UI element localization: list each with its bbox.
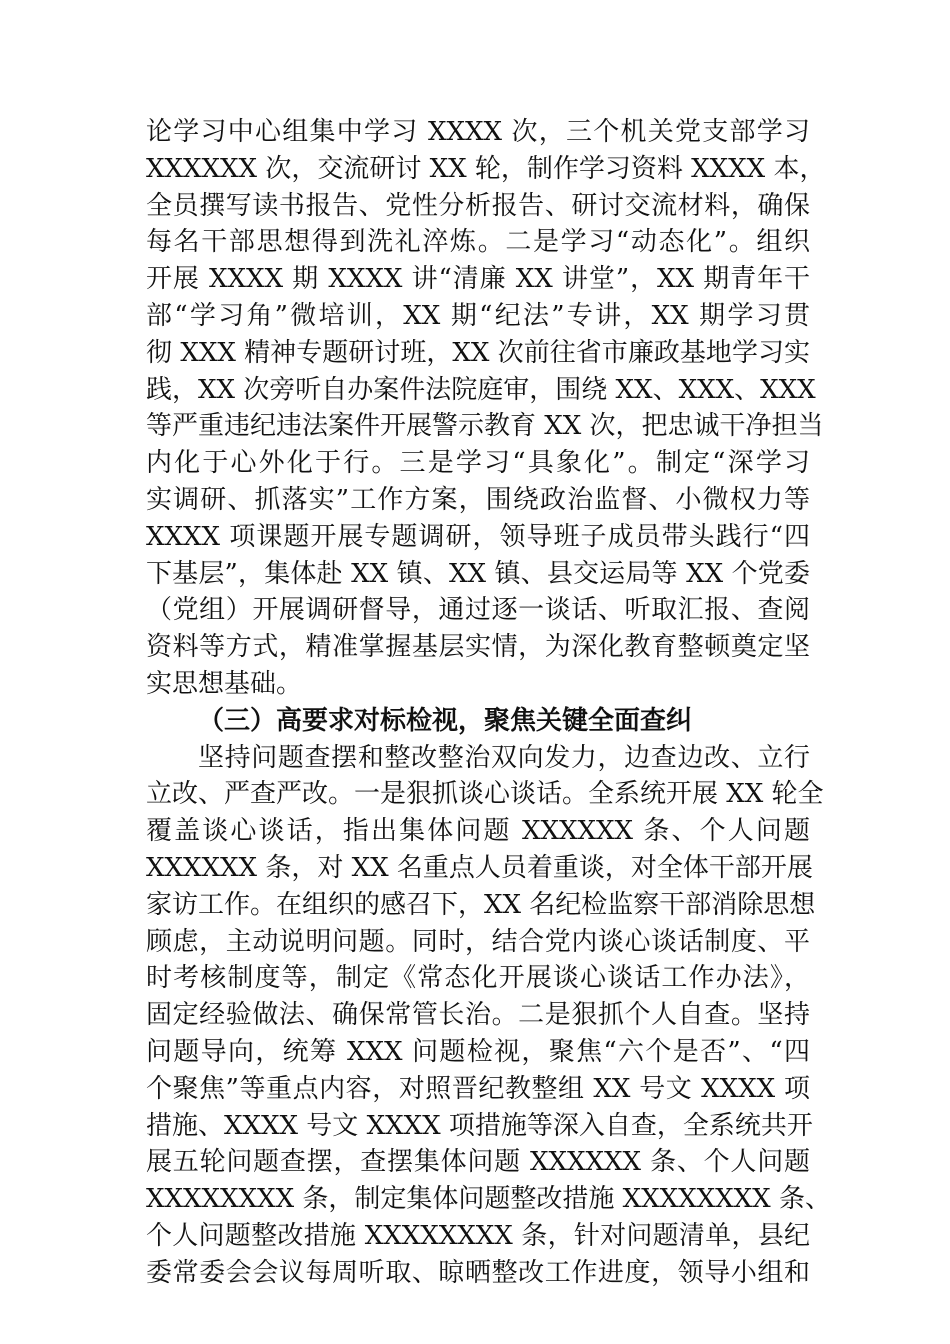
text-line: XXXXXXXX 条，制定集体问题整改措施 XXXXXXXX 条、 — [146, 1184, 831, 1215]
paragraph-inspection — [146, 740, 831, 1292]
text-line: 措施、XXXX 号文 XXXX 项措施等深入自查，全系统共开 — [146, 1110, 813, 1141]
paragraph-study — [146, 114, 826, 703]
section-heading: （三）高要求对标检视，聚焦关键全面查纠 — [198, 705, 693, 736]
text-line: XXXXXX 条，对 XX 名重点人员着重谈，对全体干部开展 — [146, 852, 813, 883]
text-line: 实思想基础。 — [146, 668, 303, 699]
text-line: 内化于心外化于行。三是学习“具象化”。制定“深学习 — [146, 448, 810, 479]
text-line: 部“学习角”微培训，XX 期“纪法”专讲，XX 期学习贯 — [146, 300, 810, 331]
text-line: 彻 XXX 精神专题研讨班，XX 次前往省市廉政基地学习实 — [146, 337, 810, 368]
text-line: 等严重违纪违法案件开展警示教育 XX 次，把忠诚干净担当 — [146, 411, 824, 442]
text-line: （党组）开展调研督导，通过逐一谈话、听取汇报、查阅 — [146, 595, 810, 626]
text-line: 开展 XXXX 期 XXXX 讲“清廉 XX 讲堂”，XX 期青年干 — [146, 264, 810, 295]
text-line: 立改、严查严改。一是狠抓谈心谈话。全系统开展 XX 轮全 — [146, 779, 824, 810]
text-line: 坚持问题查摆和整改整治双向发力，边查边改、立行 — [198, 742, 810, 773]
text-line: 展五轮问题查摆，查摆集体问题 XXXXXX 条、个人问题 — [146, 1147, 810, 1178]
text-line: 覆盖谈心谈话，指出集体问题 XXXXXX 条、个人问题 — [146, 816, 810, 847]
text-line: XXXXXX 次，交流研讨 XX 轮，制作学习资料 XXXX 本， — [146, 153, 826, 184]
text-line: 资料等方式，精准掌握基层实情，为深化教育整顿奠定坚 — [146, 632, 810, 663]
text-line: 家访工作。在组织的感召下，XX 名纪检监察干部消除思想 — [146, 889, 816, 920]
text-line: 问题导向，统筹 XXX 问题检视，聚焦“六个是否”、“四 — [146, 1036, 810, 1067]
text-line: 个人问题整改措施 XXXXXXXX 条，针对问题清单，县纪 — [146, 1220, 810, 1251]
text-line: 固定经验做法、确保常管长治。二是狠抓个人自查。坚持 — [146, 1000, 810, 1031]
text-line: 顾虑，主动说明问题。同时，结合党内谈心谈话制度、平 — [146, 926, 810, 957]
text-line: 践，XX 次旁听自办案件法院庭审，围绕 XX、XXX、XXX — [146, 374, 816, 405]
text-line: 论学习中心组集中学习 XXXX 次，三个机关党支部学习 — [146, 117, 810, 147]
text-line: 个聚焦”等重点内容，对照晋纪教整组 XX 号文 XXXX 项 — [146, 1073, 810, 1104]
text-line: 全员撰写读书报告、党性分析报告、研讨交流材料，确保 — [146, 190, 810, 221]
text-line: 委常委会会议每周听取、晾晒整改工作进度，领导小组和 — [146, 1257, 810, 1288]
text-line: 下基层”，集体赴 XX 镇、XX 镇、县交运局等 XX 个党委 — [146, 558, 810, 589]
text-line: 每名干部思想得到洗礼淬炼。二是学习“动态化”。组织 — [146, 227, 810, 258]
document-page — [146, 114, 831, 1292]
text-line: 实调研、抓落实”工作方案，围绕政治监督、小微权力等 — [146, 484, 810, 515]
text-line: XXXX 项课题开展专题调研，领导班子成员带头践行“四 — [146, 521, 810, 552]
text-line: 时考核制度等，制定《常态化开展谈心谈话工作办法》， — [146, 963, 810, 994]
